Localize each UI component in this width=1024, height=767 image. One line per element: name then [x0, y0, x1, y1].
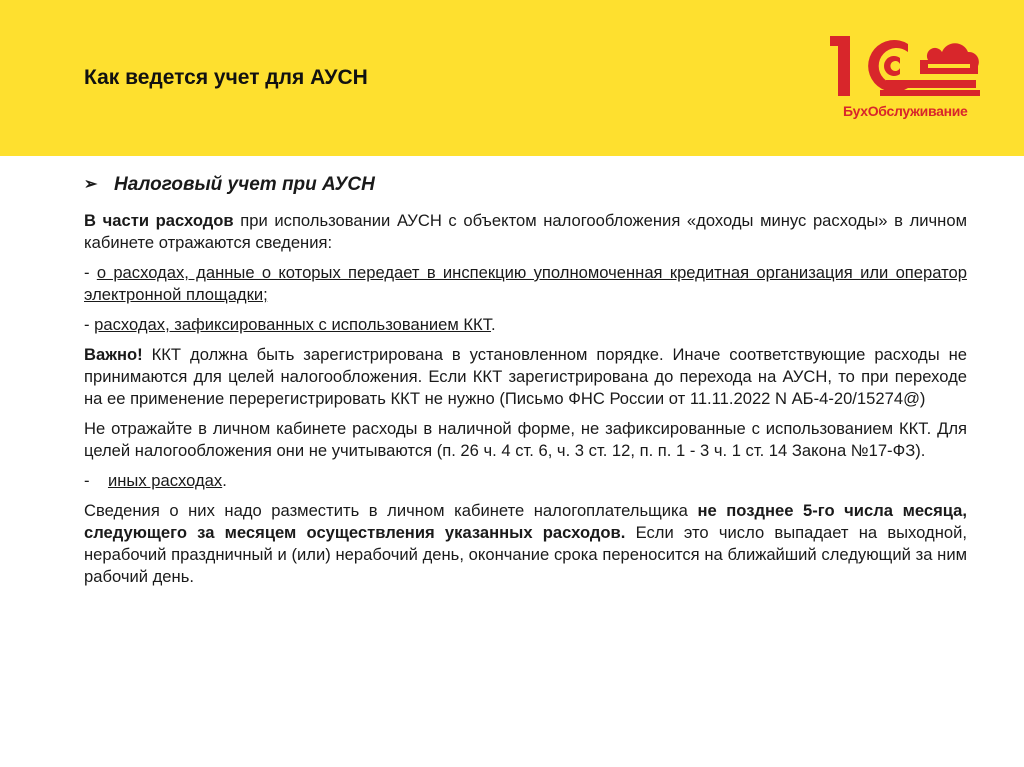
dash: - — [84, 315, 95, 334]
underlined-text: иных расходах — [107, 471, 223, 490]
paragraph-important — [84, 344, 967, 410]
section-title: Налоговый учет при АУСН — [114, 174, 375, 195]
slide-body — [84, 174, 967, 596]
header-band — [0, 0, 1024, 156]
paragraph-cash-expenses: Не отражайте в личном кабинете расходы в наличной форме, не зафиксированные с использованием ККТ. Для целей налогообложения они не учитываются (п. 26 ч. 4 ст. 6, ч. 3 ст. 12, п. п. 1 - 3 ч. 1 ст. 14 Закона №17-ФЗ). — [84, 419, 967, 460]
bold-lead: В части расходов — [84, 211, 234, 230]
section-heading — [84, 174, 967, 196]
list-item-other-expenses — [84, 470, 967, 492]
underlined-text: о расходах, данные о которых передает в инспекцию уполномоченная кредитная организация или оператор электронной площадки; — [84, 263, 967, 304]
dash: - — [84, 471, 108, 490]
text: при использовании АУСН с объектом налогообложения «доходы минус расходы» в личном кабинете отражаются сведения: — [84, 211, 967, 252]
arrow-bullet-icon: ➢ — [84, 176, 98, 193]
slide-title: Как ведется учет для АУСН — [84, 66, 368, 89]
logo-caption: БухОбслуживание — [843, 103, 968, 119]
paragraph-expenses-intro — [84, 210, 967, 254]
text: Сведения о них надо разместить в личном кабинете налогоплательщика — [84, 501, 698, 520]
dash: - — [84, 263, 97, 282]
list-item-bank-expenses — [84, 262, 967, 306]
text: . — [491, 315, 496, 334]
text: ККТ должна быть зарегистрирована в установленном порядке. Иначе соответствующие расходы не принимаются для целей налогообложения. Если ККТ зарегистрирована до перехода на АУСН, то при переходе на ее применение перерегистрировать ККТ не нужно (Письмо ФНС России от 11.11.2022 N АБ-4-20/15274@) — [84, 345, 967, 408]
paragraph-deadline — [84, 500, 967, 588]
underlined-text: расходах, зафиксированных с использованием ККТ — [94, 315, 492, 334]
bold-lead: Важно! — [84, 345, 143, 364]
text: Если это число выпадает на выходной, нерабочий праздничный и (или) нерабочий день, окончание срока переносится на ближайший следующий за ним рабочий день. — [84, 523, 967, 586]
list-item-kkt-expenses — [84, 314, 967, 336]
bold-deadline: не позднее 5-го числа месяца, следующего за месяцем осуществления указанных расходов. — [84, 501, 968, 542]
text: . — [222, 471, 227, 490]
